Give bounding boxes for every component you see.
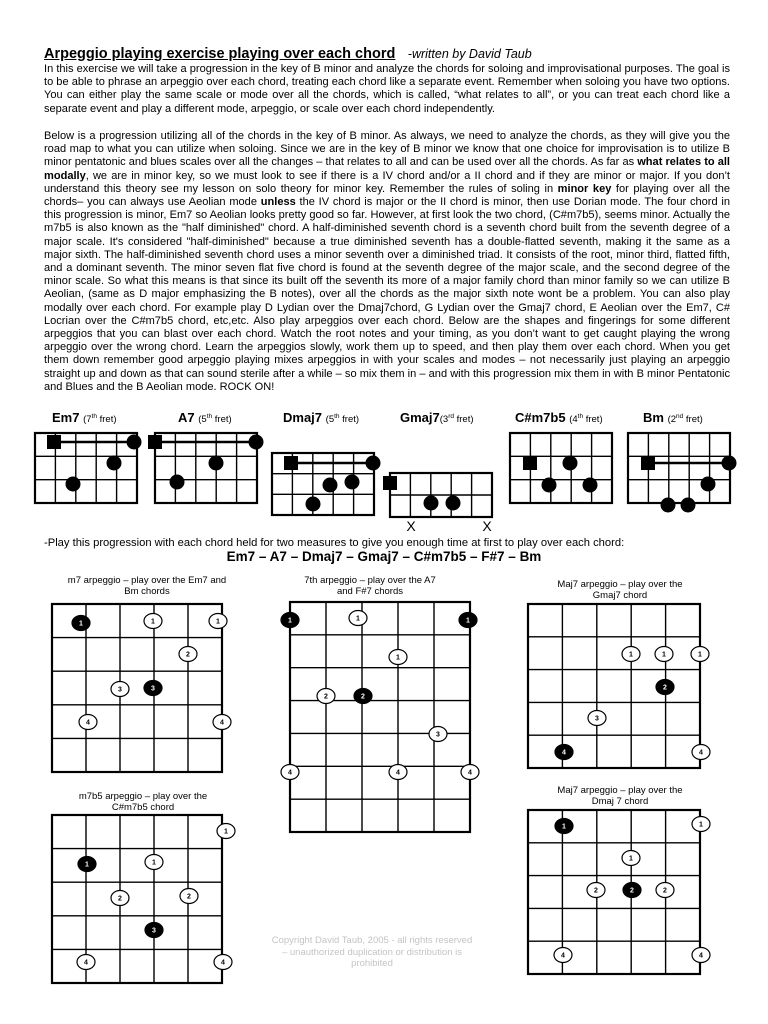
arpeggio-note: [349, 611, 367, 626]
finger-dot: [681, 498, 696, 513]
svg-text:4: 4: [220, 719, 224, 727]
finger-dot: [107, 456, 122, 471]
arpeggio-note: [214, 955, 232, 970]
root-note: [78, 857, 96, 872]
muted-string-marks: [406, 518, 492, 534]
svg-text:3: 3: [118, 686, 122, 694]
svg-text:2: 2: [187, 893, 191, 901]
chord-box-em7: [35, 433, 142, 503]
arpeggio-note: [461, 765, 479, 780]
analysis-bold: minor key: [557, 182, 612, 195]
finger-dot: [345, 475, 360, 490]
svg-text:4: 4: [288, 769, 292, 777]
muted-string-mark: X: [406, 518, 416, 534]
finger-dot: [701, 477, 716, 492]
chord-label: Gmaj7: [400, 410, 440, 425]
chord-label: A7: [178, 410, 195, 425]
svg-text:4: 4: [562, 749, 566, 757]
svg-text:2: 2: [663, 684, 667, 692]
root-note: [656, 680, 674, 695]
arpeggio-note: [588, 711, 606, 726]
author-byline: -written by David Taub: [407, 47, 532, 61]
analysis-text: , we are in minor key, so we must look to see if there is a IV chord and/or a II chord and if they are minor or major. If you don’t understand this theory see my lesson on solo theory for minor key. Remember the rules of soling in: [44, 169, 730, 195]
svg-text:1: 1: [356, 615, 360, 623]
finger-dot: [66, 477, 81, 492]
chord-fret: (4th fret): [569, 412, 603, 425]
arpeggio-diagram-dom7: [281, 602, 479, 832]
arpeggio-note: [111, 682, 129, 697]
root-square: [284, 456, 298, 470]
chord-label: Em7: [52, 410, 80, 425]
arpeggio-note: [111, 891, 129, 906]
arpeggio-note: [554, 948, 572, 963]
finger-dot: [323, 478, 338, 493]
chord-box-group: [35, 433, 737, 517]
root-square: [148, 435, 162, 449]
arpeggio-note: [622, 647, 640, 662]
finger-dot: [249, 435, 264, 450]
arpeggio-note: [77, 955, 95, 970]
finger-dot: [366, 456, 381, 471]
analysis-bold: what relates to all modally: [44, 156, 730, 182]
finger-dot: [446, 496, 461, 511]
svg-text:3: 3: [595, 715, 599, 723]
analysis-text: Below is a progression utilizing all of the chords in the key of B minor. As always, we need to analyze the chords, as they will give you the road map to what you can utilize when soloing. Since we are in the key of B minor we know that one choice for improvisation is to utilize B minor pentatonic and blues scales over all the changes – that relates to all and can be used over all the chords. As far as: [44, 130, 730, 169]
chord-label: Dmaj7: [283, 410, 323, 425]
arpeggio-note: [317, 689, 335, 704]
chord-label: Bm: [643, 410, 664, 425]
svg-text:2: 2: [594, 887, 598, 895]
arpeggio-note: [692, 817, 710, 832]
arpeggio-note: [692, 745, 710, 760]
chord-box-bm: [628, 433, 737, 513]
arpeggio-diagram-group: [52, 602, 710, 983]
root-note: [281, 613, 299, 628]
arpeggio-note: [145, 855, 163, 870]
svg-text:4: 4: [221, 959, 225, 967]
arpeggio-note: [622, 851, 640, 866]
svg-text:4: 4: [396, 769, 400, 777]
m7b5-arpeggio-caption: m7b5 arpeggio – play over the C#m7b5 chord: [78, 791, 208, 813]
svg-text:1: 1: [216, 618, 220, 626]
chord-box-csharpm7b5: [510, 433, 612, 503]
m7-arpeggio-caption: m7 arpeggio – play over the Em7 and Bm chords: [67, 575, 227, 597]
root-note: [555, 745, 573, 760]
svg-text:1: 1: [288, 617, 292, 625]
svg-text:1: 1: [396, 654, 400, 662]
finger-dot: [661, 498, 676, 513]
root-note: [144, 681, 162, 696]
svg-text:1: 1: [662, 651, 666, 659]
dmaj7-arpeggio-caption: Maj7 arpeggio – play over the Dmaj 7 chord: [557, 785, 683, 807]
svg-text:4: 4: [84, 959, 88, 967]
finger-dot: [209, 456, 224, 471]
svg-text:1: 1: [629, 855, 633, 863]
arpeggio-note: [429, 727, 447, 742]
root-note: [623, 883, 641, 898]
svg-text:2: 2: [118, 895, 122, 903]
arpeggio-note: [144, 614, 162, 629]
gmaj7-arpeggio-caption: Maj7 arpeggio – play over the Gmaj7 chord: [557, 579, 683, 601]
copyright-notice: Copyright David Taub, 2005 - all rights reserved – unauthorized duplication or distribution is prohibited: [271, 935, 473, 969]
svg-text:1: 1: [698, 651, 702, 659]
page-title: Arpeggio playing exercise playing over each chord: [44, 46, 396, 62]
svg-text:4: 4: [468, 769, 472, 777]
finger-dot: [306, 497, 321, 512]
finger-dot: [170, 475, 185, 490]
svg-text:4: 4: [699, 952, 703, 960]
svg-text:3: 3: [436, 731, 440, 739]
fretboard-grid: [290, 602, 470, 832]
svg-text:1: 1: [629, 651, 633, 659]
arpeggio-note: [389, 650, 407, 665]
arpeggio-note: [691, 647, 709, 662]
arpeggio-note: [389, 765, 407, 780]
arpeggio-note: [180, 889, 198, 904]
chord-box-dmaj7: [272, 453, 381, 515]
svg-text:2: 2: [361, 693, 365, 701]
svg-text:1: 1: [152, 859, 156, 867]
chord-grid: [155, 433, 257, 503]
chord-progression: Em7 – A7 – Dmaj7 – Gmaj7 – C#m7b5 – F#7 – Bm: [226, 549, 542, 564]
svg-text:1: 1: [699, 821, 703, 829]
root-note: [555, 819, 573, 834]
muted-string-mark: X: [482, 518, 492, 534]
finger-dot: [424, 496, 439, 511]
root-note: [72, 616, 90, 631]
svg-text:3: 3: [152, 927, 156, 935]
arpeggio-note: [655, 647, 673, 662]
arpeggio-diagram-maj7-g: [528, 604, 710, 768]
svg-text:3: 3: [151, 685, 155, 693]
arpeggio-note: [692, 948, 710, 963]
finger-dot: [722, 456, 737, 471]
svg-text:1: 1: [562, 823, 566, 831]
chord-box-a7: [148, 433, 264, 503]
chord-fret: (7th fret): [83, 412, 117, 425]
root-square: [383, 476, 397, 490]
arpeggio-note: [213, 715, 231, 730]
analysis-text: the IV chord is major or the II chord is minor, then use Dorian mode. The four chord in this progression is minor, Em7 so Aeolian looks pretty good so far. However, at first look the two chord, (C#m7b5), seems minor. Actually the m7b5 is also known as the "half diminished" chord. A half-diminished seventh chord is a seventh chord built from the seventh degree of a major scale. It's considered "half-diminished" because a true diminished seventh has a double-flatted seventh, making it the same as a major sixth. The half-diminished seventh chord uses a minor seventh over a diminished triad. It consists of the root, minor third, flatted fifth, and a dominant seventh. The minor seven flat five chord is found at the seventh degree of the major scale, and the second degree of the minor scale. So what this means is that since its built off the seventh its more of a major family chord than minor family so we can utilize B Aeolian, (same as D major emphasizing the B notes), over all the chords as the major sixth note wont be a problem. You can also play modally over each chord. For example play D Lydian over the Dmaj7chord, G Lydian over the Gmaj7 chord, E Aeolian over the Em7, C# Locrian over the C#m7b5 chord, etc,etc. Also play arpeggios over each chord. Below are the shapes and fingerings for some different arpeggios that you can blast over each chord. Watch the root notes and your timing, as you don’t want to get caught playing the wrong arpeggio over the wrong chord. Learn the arpeggios slowly, work them up to speed, and then play them over each chord. When you get them down remember good arpeggio playing mixes arpeggios in with your scales and modes – not necessarily just playing an arpeggio straight up and down as that can sound sterile after a while – so mix them in – and with this progression mix them in with B minor Pentatonic and Blues and the B Aeolian mode. ROCK ON!: [44, 196, 730, 393]
chord-fret: (2nd fret): [667, 412, 703, 425]
arpeggio-note: [217, 824, 235, 839]
practice-instruction: -Play this progression with each chord held for two measures to give you enough time at first to play over each chord:: [44, 537, 625, 549]
chord-fret: (5th fret): [325, 412, 360, 425]
dom7-arpeggio-caption: 7th arpeggio – play over the A7 and F#7 chords: [304, 575, 436, 597]
svg-text:4: 4: [699, 749, 703, 757]
arpeggio-note: [79, 715, 97, 730]
root-square: [523, 456, 537, 470]
svg-text:2: 2: [324, 693, 328, 701]
svg-text:1: 1: [85, 861, 89, 869]
arpeggio-note: [209, 614, 227, 629]
svg-text:2: 2: [663, 887, 667, 895]
arpeggio-diagram-m7: [52, 604, 231, 772]
svg-text:4: 4: [561, 952, 565, 960]
arpeggio-note: [281, 765, 299, 780]
chord-fret: (3rd fret): [439, 412, 474, 425]
arpeggio-note: [179, 647, 197, 662]
svg-text:1: 1: [79, 620, 83, 628]
svg-text:2: 2: [186, 651, 190, 659]
chord-label: C#m7b5: [515, 410, 566, 425]
intro-paragraph: In this exercise we will take a progression in the key of B minor and analyze the chords for soloing and improvisational purposes. The goal is to be able to phrase an arpeggio over each chord, treating each chord like a separate event. Remember when soloing you have two options. You can either play the same scale or mode over all the chords, which is called, “what relates to all”, or you can treat each chord like a separate event and play a different mode, arpeggio, or scale over each chord independently.: [44, 63, 730, 115]
svg-text:1: 1: [151, 618, 155, 626]
analysis-text: for playing over all the chords– you can always use Aeolian mode: [44, 182, 730, 209]
root-square: [47, 435, 61, 449]
analysis-bold: unless: [260, 196, 296, 209]
arpeggio-note: [587, 883, 605, 898]
finger-dot: [127, 435, 142, 450]
chord-fret: (5th fret): [198, 412, 232, 425]
svg-text:4: 4: [86, 719, 90, 727]
root-note: [459, 613, 477, 628]
root-note: [354, 689, 372, 704]
root-note: [145, 923, 163, 938]
svg-text:1: 1: [224, 828, 228, 836]
finger-dot: [542, 478, 557, 493]
root-square: [641, 456, 655, 470]
svg-text:2: 2: [630, 887, 634, 895]
arpeggio-diagram-m7b5: [52, 815, 235, 983]
svg-text:1: 1: [466, 617, 470, 625]
arpeggio-diagram-maj7-d: [528, 810, 710, 974]
finger-dot: [583, 478, 598, 493]
arpeggio-note: [656, 883, 674, 898]
finger-dot: [563, 456, 578, 471]
chord-box-gmaj7: [383, 473, 492, 517]
